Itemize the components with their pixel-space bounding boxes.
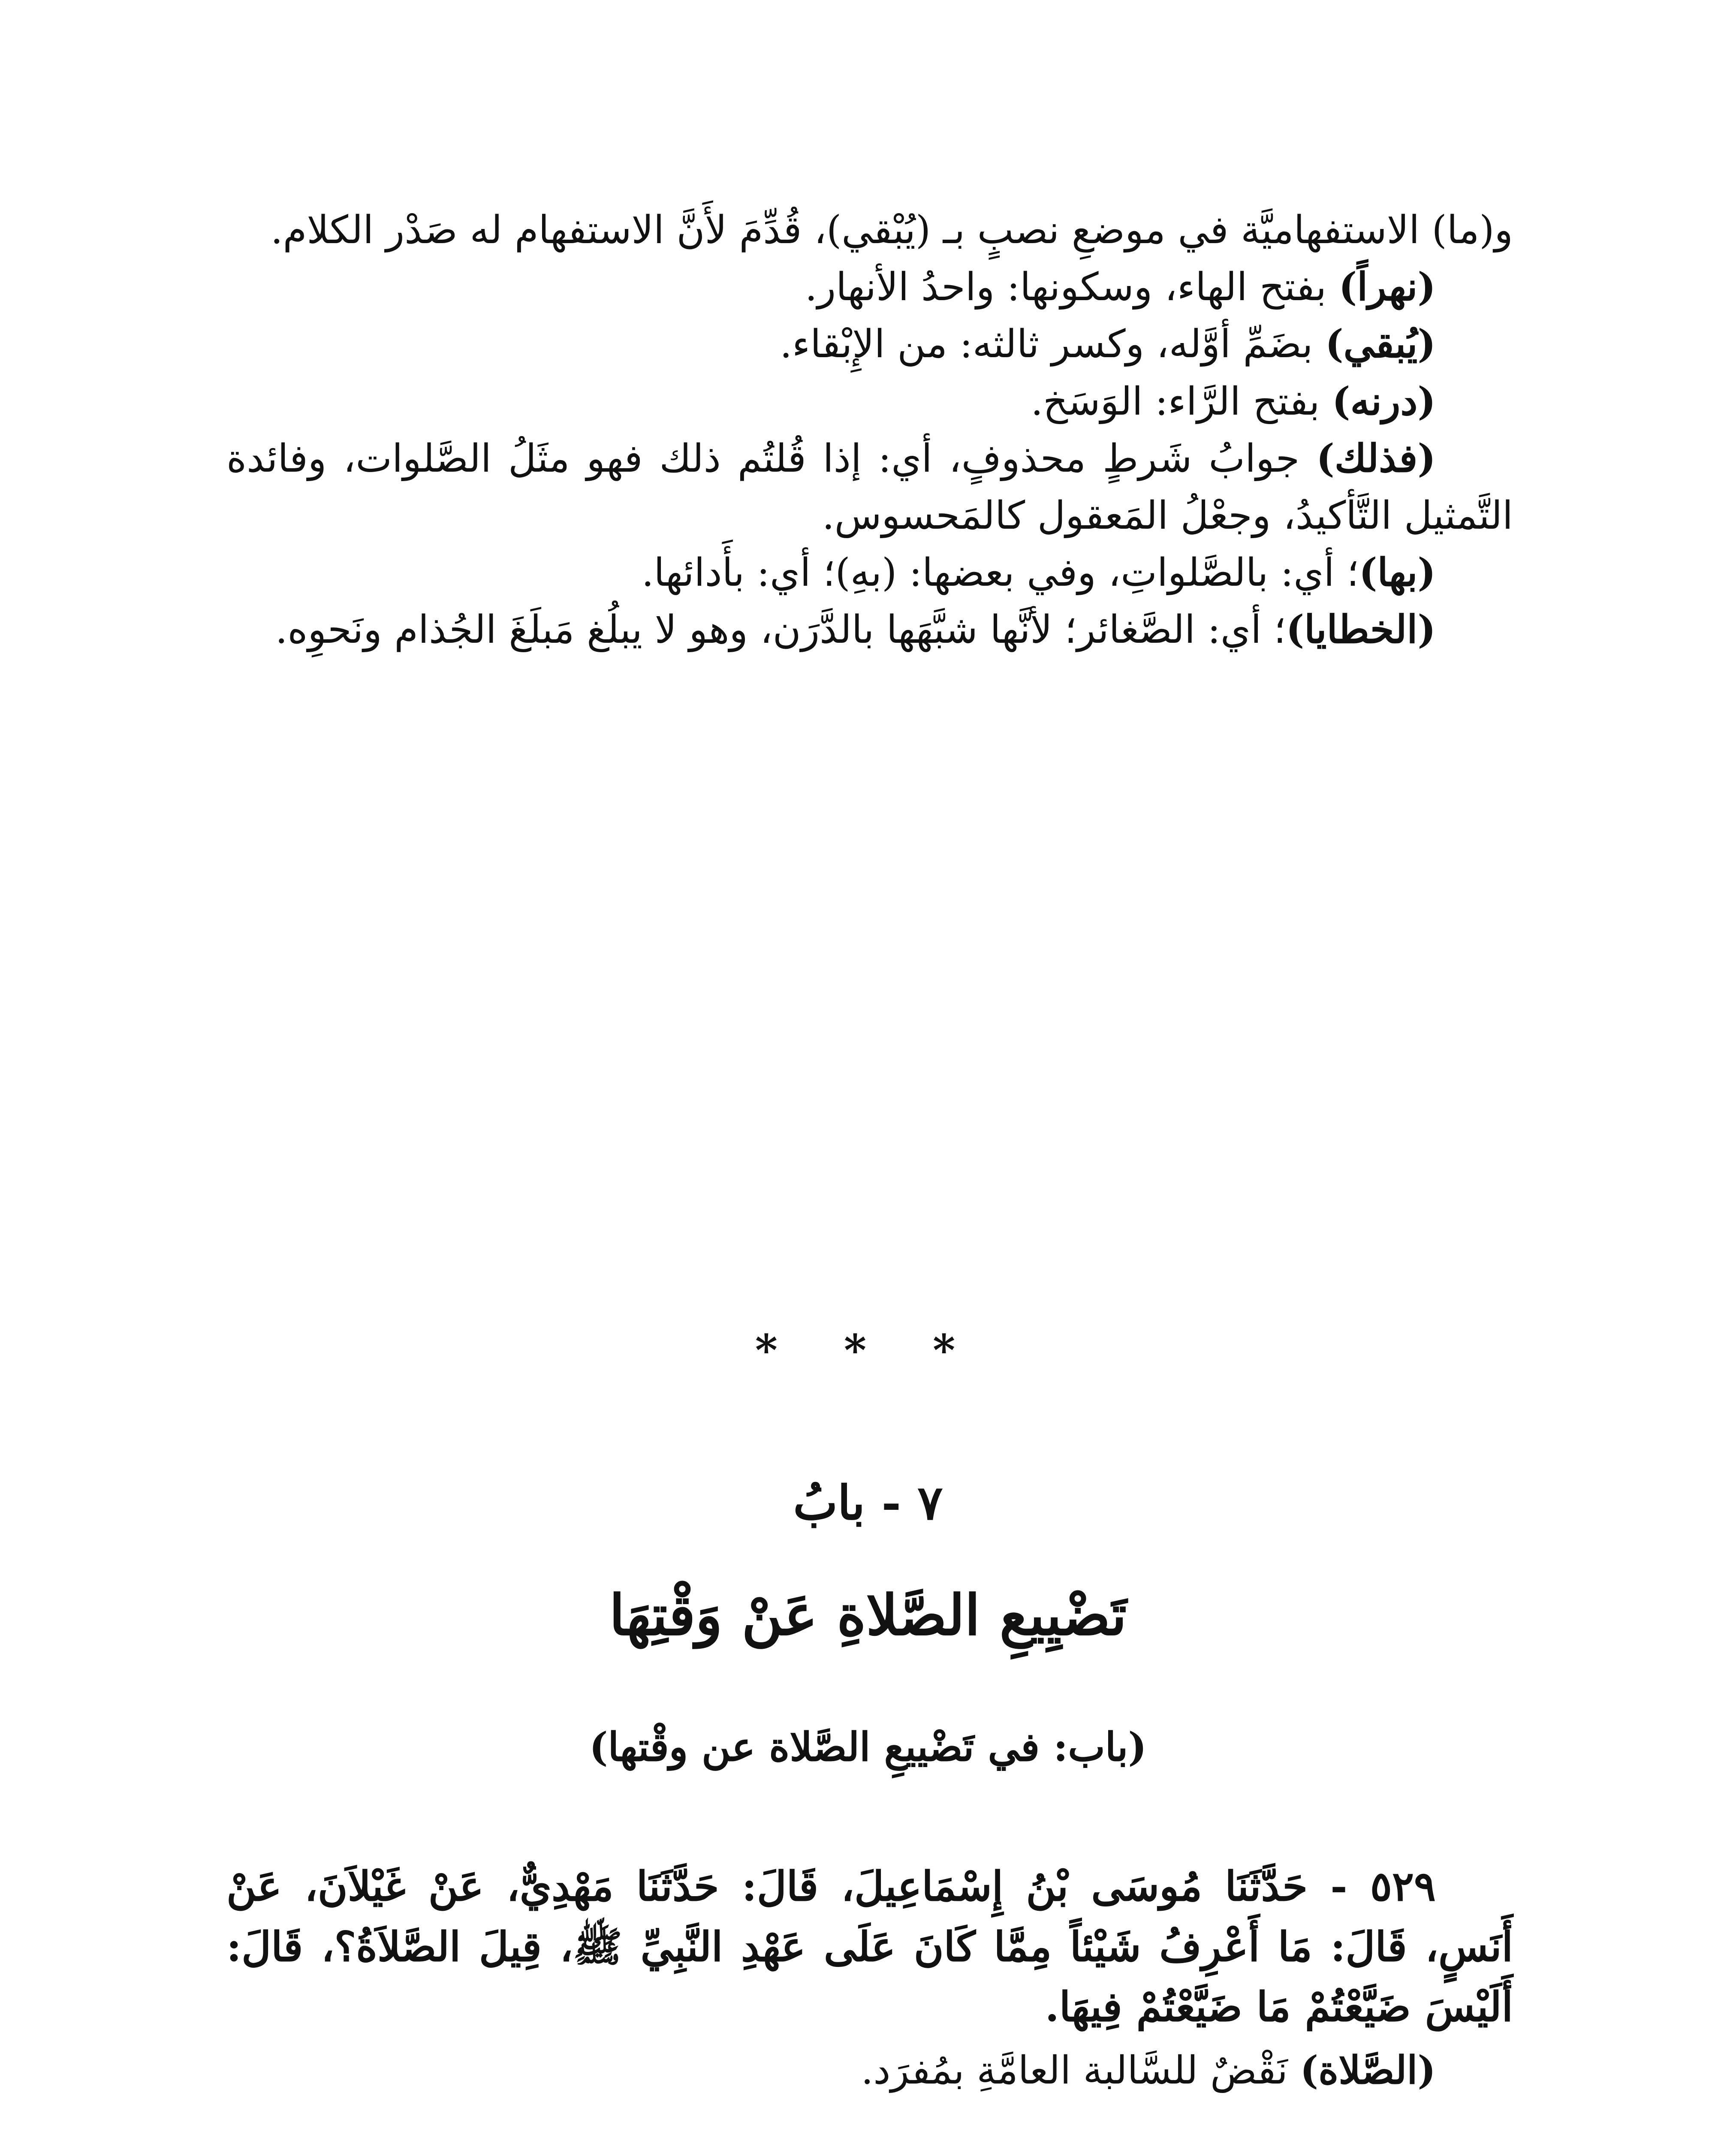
commentary-text: بفتح الرَّاء: الوَسَخ. — [1031, 379, 1332, 424]
chapter-number: ٧ - بابُ — [793, 1475, 943, 1530]
commentary-top — [226, 202, 1513, 659]
commentary-paragraph — [226, 373, 1513, 430]
commentary-text: ؛ أي: الصَّغائر؛ لأنَّها شبَّهَها بالدَّرَن، وهو لا يبلُغ مَبلَغَ الجُذام ونَحوِه. — [275, 607, 1286, 653]
commentary-text: بفتح الهاء، وسكونها: واحدُ الأنهار. — [805, 265, 1339, 310]
commentary-text: و(ما) الاستفهاميَّة في موضعِ نصبٍ بـ (يُبْقي)، قُدِّمَ لأَنَّ الاستفهام له صَدْر الكلام. — [271, 208, 1513, 253]
hadith-text: ٥٢٩ - حَدَّثَنَا مُوسَى بْنُ إِسْمَاعِيلَ، قَالَ: حَدَّثَنَا مَهْدِيٌّ، عَنْ غَيْلاَنَ، عَنْ أَنَسٍ، قَالَ: مَا أَعْرِفُ شَيْئاً مِمَّا كَانَ عَلَى عَهْدِ النَّبِيِّ ﷺ، قِيلَ الصَّلاَةُ؟، قَالَ: أَلَيْسَ ضَيَّعْتُمْ مَا ضَيَّعْتُمْ فِيهَا. — [226, 1863, 1513, 2031]
commentary-paragraph — [226, 316, 1513, 373]
commentary-paragraph — [226, 601, 1513, 658]
commentary-paragraph — [226, 430, 1513, 544]
commentary-paragraph — [226, 202, 1513, 259]
commentary-term: (نهراً) — [1338, 264, 1436, 310]
commentary-paragraph — [226, 2042, 1513, 2099]
commentary-term: (بها) — [1359, 550, 1436, 596]
chapter-subtitle: (باب: في تَضْييعِ الصَّلاة عن وقْتها) — [589, 1724, 1147, 1770]
commentary-text: جوابُ شَرطٍ محذوفٍ، أي: إذا قُلتُم ذلك فهو مثَلُ الصَّلوات، وفائدة التَّمثيل التَّأكيدُ، وجعْلُ المَعقول كالمَحسوس. — [226, 436, 1513, 538]
commentary-text: نَقْضٌ للسَّالبة العامَّةِ بمُفرَد. — [861, 2048, 1300, 2093]
commentary-term: (فذلك) — [1316, 435, 1436, 481]
commentary-text: ؛ أي: بالصَّلواتِ، وفي بعضها: (بهِ)؛ أي: بأَدائها. — [641, 550, 1359, 596]
commentary-paragraph — [226, 259, 1513, 316]
commentary-term: (يُبقي) — [1325, 321, 1436, 367]
commentary-term: (درنه) — [1332, 378, 1436, 424]
commentary-term: (الصَّلاة) — [1300, 2047, 1436, 2093]
hadith-block — [226, 1857, 1513, 2099]
commentary-paragraph — [226, 544, 1513, 601]
section-separator: * * * — [755, 1325, 981, 1376]
commentary-term: (الخطايا) — [1286, 607, 1436, 653]
chapter-title: تَضْيِيعِ الصَّلاةِ عَنْ وَقْتِهَا — [609, 1582, 1127, 1648]
commentary-text: بضَمِّ أوَّله، وكسر ثالثه: من الإِبْقاء. — [780, 322, 1326, 367]
